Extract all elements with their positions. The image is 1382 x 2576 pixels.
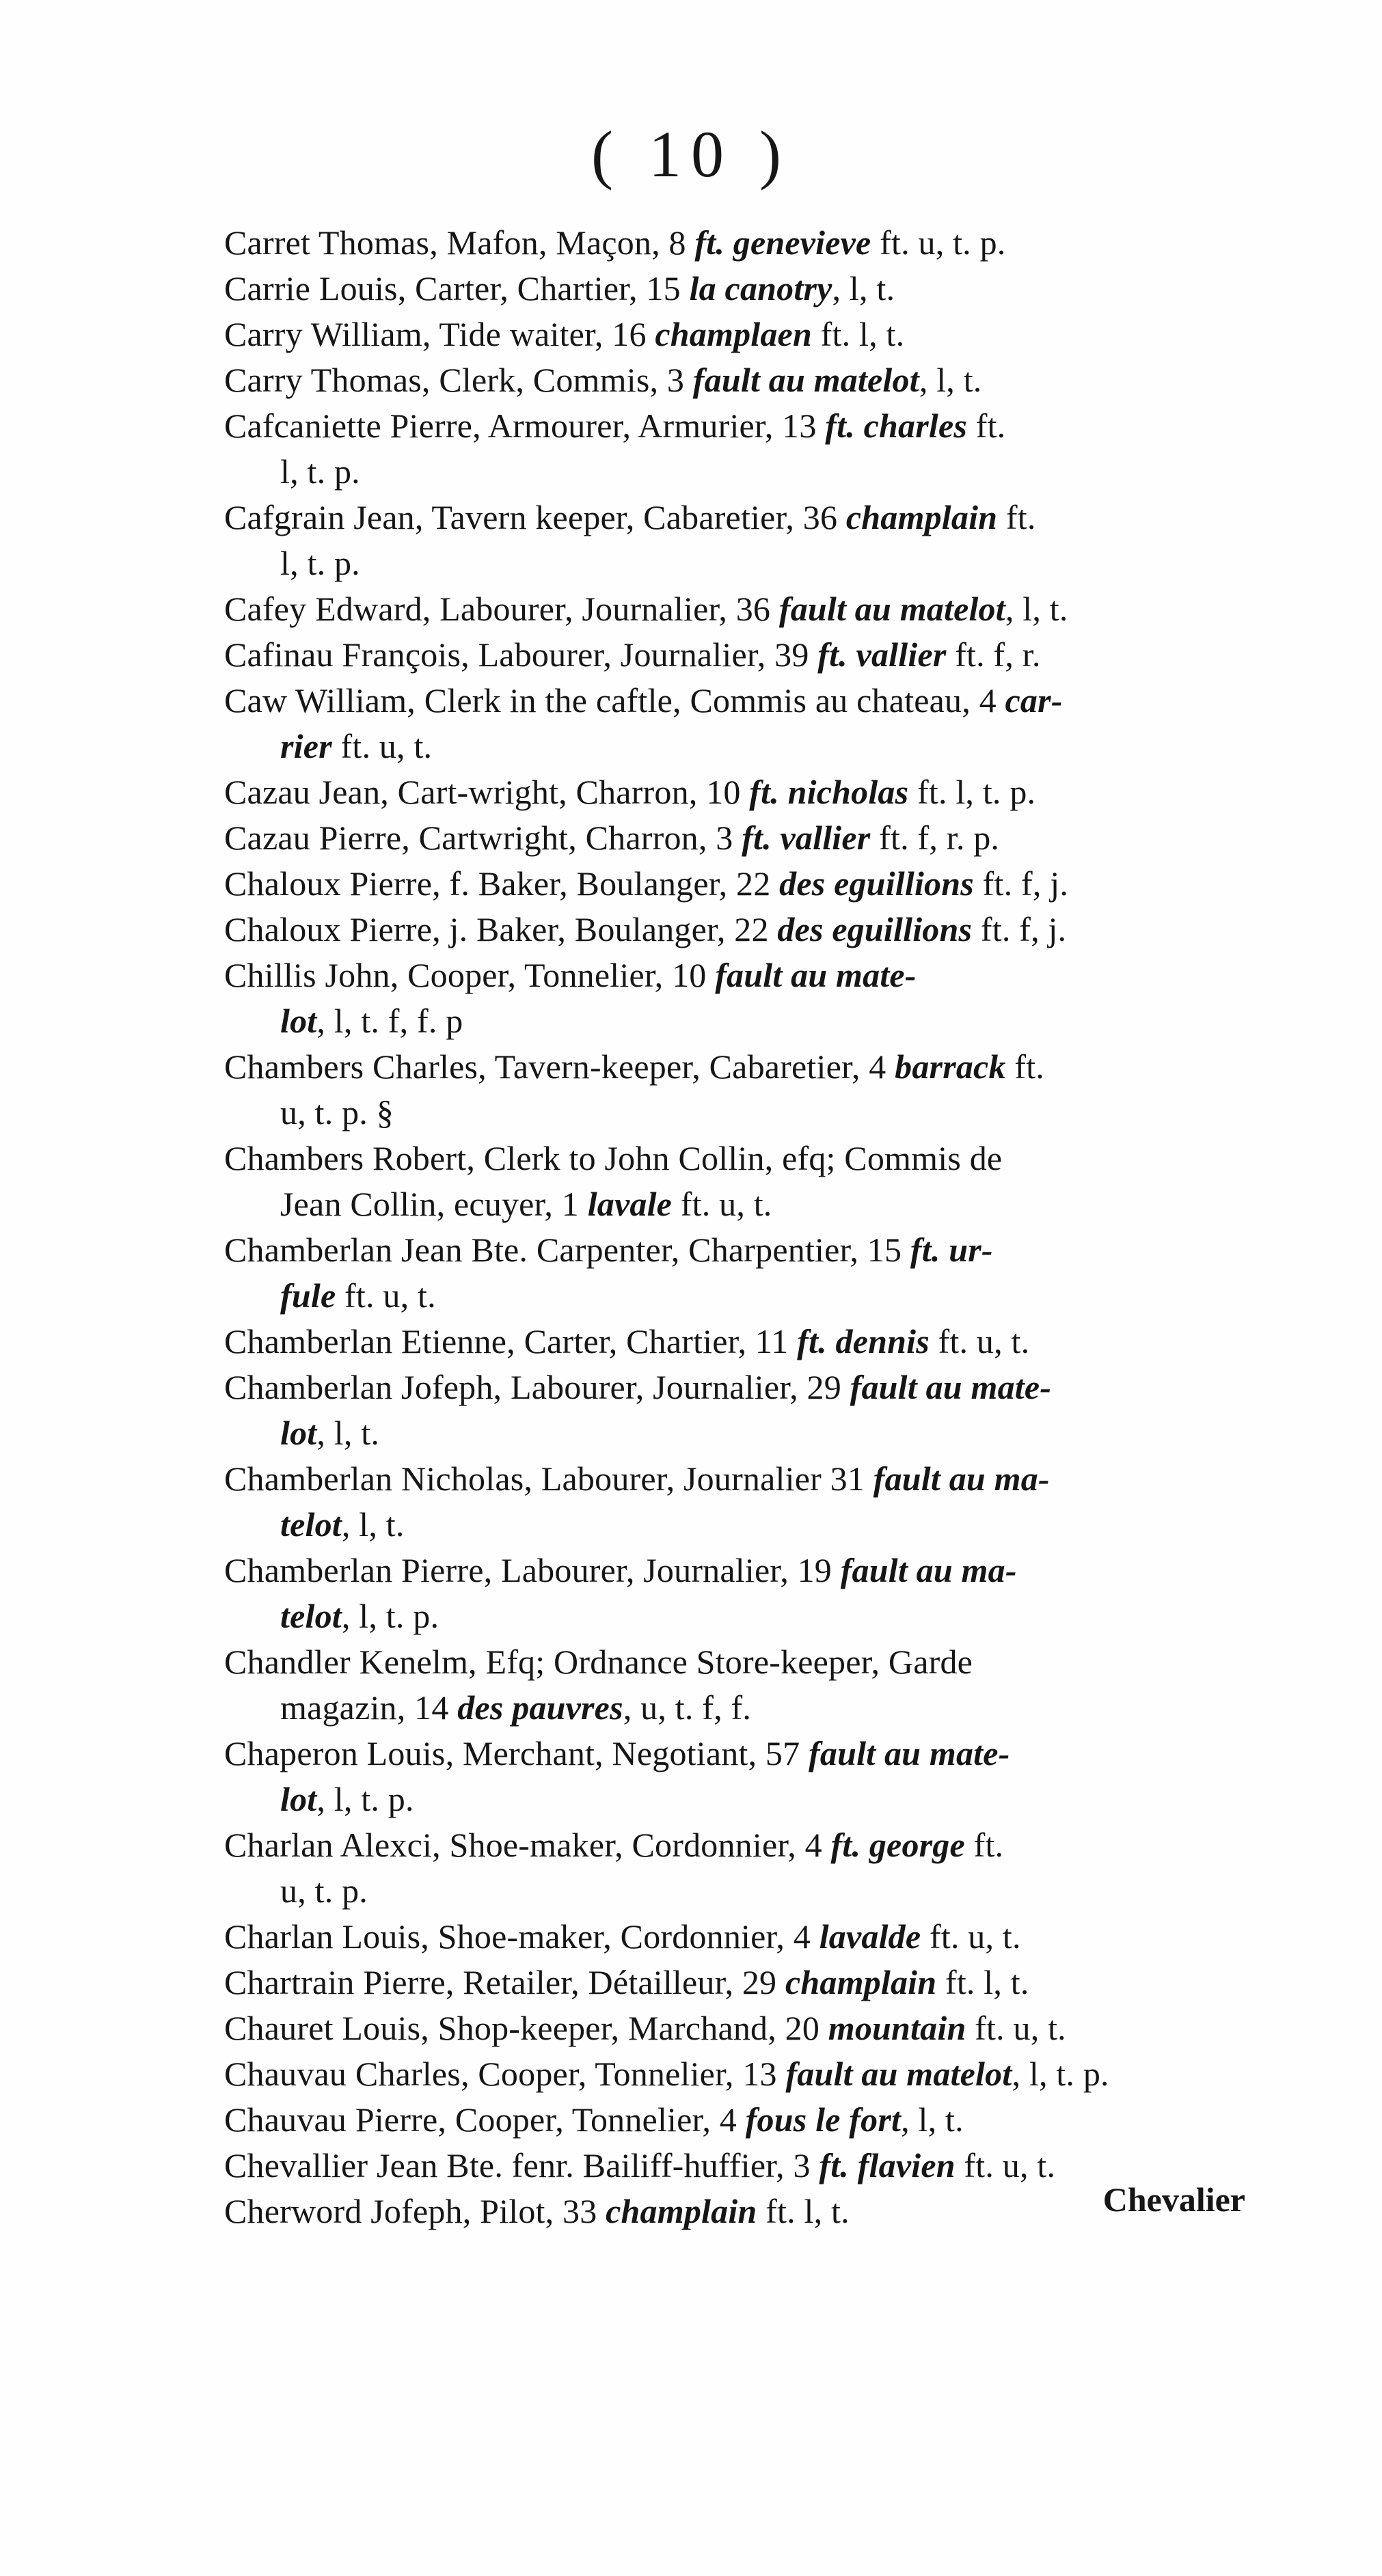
entry-text: Jean Collin, ecuyer, 1 xyxy=(280,1185,588,1223)
entry-text: , l, t. xyxy=(832,269,895,307)
directory-entry xyxy=(224,815,1290,861)
entry-line xyxy=(224,953,1290,998)
directory-entry xyxy=(224,403,1290,495)
street-address-text: des eguillions xyxy=(779,864,974,903)
entry-line xyxy=(224,2051,1290,2097)
entry-line xyxy=(224,266,1290,312)
entry-text: Charlan Alexci, Shoe-maker, Cordonnier, 4 xyxy=(224,1826,831,1864)
directory-entry xyxy=(224,1227,1290,1319)
entry-text: ft. u, t. xyxy=(929,1322,1030,1360)
entry-text: ft. f, r. xyxy=(946,635,1041,674)
street-address-text: des pauvres xyxy=(457,1688,623,1727)
entry-line xyxy=(224,1639,1290,1685)
directory-entry xyxy=(224,769,1290,815)
entry-continuation-line xyxy=(224,449,1290,495)
entry-text: l, t. p. xyxy=(280,544,360,582)
entry-continuation-line xyxy=(224,540,1290,586)
street-address-text: des eguillions xyxy=(777,910,973,948)
entry-text: ft. u, t. xyxy=(672,1185,772,1223)
catchword: Chevalier xyxy=(1102,2180,1245,2219)
street-address-text: la canotry xyxy=(689,269,832,307)
entry-line xyxy=(224,403,1290,449)
entry-text: Chamberlan Nicholas, Labourer, Journalier 31 xyxy=(224,1460,873,1498)
directory-entry xyxy=(224,1044,1290,1136)
entry-text: ft. f, j. xyxy=(973,864,1069,903)
street-address-text: fault au matelot xyxy=(778,590,1005,628)
entry-text: ft. u, t. xyxy=(955,2146,1056,2184)
street-address-text: ft. genevieve xyxy=(694,223,871,262)
entry-text: Chamberlan Jofeph, Labourer, Journalier, 29 xyxy=(224,1368,850,1406)
entry-continuation-line xyxy=(224,1685,1290,1731)
entry-text: Chamberlan Etienne, Carter, Chartier, 11 xyxy=(224,1322,798,1360)
entry-text: Cazau Jean, Cart-wright, Charron, 10 xyxy=(224,773,750,811)
entry-text: Chamberlan Jean Bte. Carpenter, Charpentier, 15 xyxy=(224,1231,910,1269)
directory-entry xyxy=(224,678,1290,769)
entry-text: Chillis John, Cooper, Tonnelier, 10 xyxy=(224,956,716,994)
street-address-text: barrack xyxy=(895,1047,1006,1086)
street-address-text: ft. flavien xyxy=(819,2146,956,2184)
entry-text: , l, t. xyxy=(919,361,982,399)
directory-entry xyxy=(224,266,1290,312)
entry-text: ft. xyxy=(964,1826,1004,1864)
entry-text: ft. xyxy=(997,498,1036,536)
directory-entry xyxy=(224,1319,1290,1365)
entry-line xyxy=(224,1319,1290,1365)
entry-text: , u, t. f, f. xyxy=(623,1688,752,1727)
directory-entry xyxy=(224,1639,1290,1731)
entry-line xyxy=(224,815,1290,861)
directory-entry xyxy=(224,1960,1290,2005)
entry-text: Chambers Robert, Clerk to John Collin, efq; Commis de xyxy=(224,1139,1003,1177)
street-address-text: ft. vallier xyxy=(742,819,871,857)
entry-text: Chaloux Pierre, f. Baker, Boulanger, 22 xyxy=(224,864,780,903)
entry-text: Carry Thomas, Clerk, Commis, 3 xyxy=(224,361,693,399)
street-address-text: lot xyxy=(280,1780,317,1818)
directory-entry xyxy=(224,1365,1290,1456)
entry-text: l, t. p. xyxy=(280,452,360,491)
street-address-text: fault au ma- xyxy=(840,1551,1017,1589)
entry-text: ft. u, t. xyxy=(331,727,433,765)
entry-text: , l, t. f, f. p xyxy=(316,1002,463,1040)
street-address-text: ft. nicholas xyxy=(749,773,909,811)
street-address-text: fault au mate- xyxy=(809,1734,1010,1772)
entry-line xyxy=(224,220,1290,266)
directory-entry xyxy=(224,1731,1290,1822)
entry-text: , l, t. xyxy=(901,2100,964,2139)
entry-continuation-line xyxy=(224,1273,1290,1319)
entry-text: Caw William, Clerk in the caftle, Commis au chateau, 4 xyxy=(224,681,1005,720)
street-address-text: telot xyxy=(280,1505,342,1544)
entry-text: magazin, 14 xyxy=(280,1688,458,1727)
entry-text: u, t. p. § xyxy=(280,1093,394,1132)
entry-line xyxy=(224,1456,1290,1502)
street-address-text: ft. charles xyxy=(825,407,968,445)
entry-text: Cafey Edward, Labourer, Journalier, 36 xyxy=(224,590,779,628)
entry-text: Chartrain Pierre, Retailer, Détailleur, 29 xyxy=(224,1963,785,2001)
entry-text: , l, t. xyxy=(1005,590,1068,628)
entry-text: Carret Thomas, Mafon, Maçon, 8 xyxy=(224,223,695,262)
entry-text: Cherword Jofeph, Pilot, 33 xyxy=(224,2192,606,2230)
directory-entry xyxy=(224,1136,1290,1227)
entry-line xyxy=(224,861,1290,907)
entry-text: u, t. p. xyxy=(280,1872,368,1910)
entry-continuation-line xyxy=(224,998,1290,1044)
entry-continuation-line xyxy=(224,1868,1290,1914)
street-address-text: ft. george xyxy=(830,1826,965,1864)
directory-entry xyxy=(224,1914,1290,1960)
entry-line xyxy=(224,769,1290,815)
directory-entry xyxy=(224,953,1290,1044)
street-address-text: champlain xyxy=(606,2192,757,2230)
street-address-text: mountain xyxy=(828,2009,966,2047)
directory-entry xyxy=(224,357,1290,403)
street-address-text: fule xyxy=(280,1276,336,1315)
street-address-text: rier xyxy=(280,727,332,765)
directory-entry xyxy=(224,1548,1290,1639)
entry-line xyxy=(224,678,1290,724)
page-number: ( 10 ) xyxy=(591,118,791,191)
directory-entry xyxy=(224,861,1290,907)
entry-continuation-line xyxy=(224,1090,1290,1136)
directory-entry xyxy=(224,2051,1290,2097)
entry-text: Chauvau Pierre, Cooper, Tonnelier, 4 xyxy=(224,2100,746,2139)
entry-text: , l, t. p. xyxy=(316,1780,414,1818)
entry-continuation-line xyxy=(224,1593,1290,1639)
entry-line xyxy=(224,1914,1290,1960)
entry-text: Cafinau François, Labourer, Journalier, 39 xyxy=(224,635,818,674)
entry-text: , l, t. xyxy=(341,1505,405,1544)
entry-text: Cafgrain Jean, Tavern keeper, Cabaretier, 36 xyxy=(224,498,846,536)
street-address-text: fault au mate- xyxy=(850,1368,1052,1406)
entry-text: ft. xyxy=(967,407,1006,445)
entry-text: ft. f, j. xyxy=(972,910,1067,948)
directory-entry xyxy=(224,220,1290,266)
street-address-text: lot xyxy=(280,1414,317,1452)
entry-line xyxy=(224,2005,1290,2051)
entry-line xyxy=(224,1960,1290,2005)
entry-text: Charlan Louis, Shoe-maker, Cordonnier, 4 xyxy=(224,1917,819,1956)
street-address-text: champlaen xyxy=(655,315,812,353)
directory-entry xyxy=(224,586,1290,632)
entry-text: Cazau Pierre, Cartwright, Charron, 3 xyxy=(224,819,742,857)
directory-entries xyxy=(224,220,1290,2234)
entry-text: Carry William, Tide waiter, 16 xyxy=(224,315,655,353)
entry-text: Chambers Charles, Tavern-keeper, Cabaretier, 4 xyxy=(224,1047,895,1086)
entry-text: ft. f, r. p. xyxy=(870,819,1000,857)
directory-entry xyxy=(224,1822,1290,1914)
street-address-text: fault au mate- xyxy=(715,956,917,994)
street-address-text: lavale xyxy=(587,1185,673,1223)
entry-line xyxy=(224,357,1290,403)
entry-line xyxy=(224,1731,1290,1777)
entry-line xyxy=(224,1822,1290,1868)
street-address-text: ft. dennis xyxy=(797,1322,930,1360)
entry-text: ft. l, t. xyxy=(936,1963,1029,2001)
directory-entry xyxy=(224,632,1290,678)
entry-text: Chauvau Charles, Cooper, Tonnelier, 13 xyxy=(224,2055,786,2093)
directory-entry xyxy=(224,2097,1290,2143)
entry-line xyxy=(224,1227,1290,1273)
entry-continuation-line xyxy=(224,724,1290,769)
directory-entry xyxy=(224,312,1290,357)
directory-entry xyxy=(224,907,1290,953)
entry-text: Chamberlan Pierre, Labourer, Journalier, 19 xyxy=(224,1551,841,1589)
entry-continuation-line xyxy=(224,1502,1290,1548)
entry-line xyxy=(224,1136,1290,1181)
entry-text: Chandler Kenelm, Efq; Ordnance Store-keeper, Garde xyxy=(224,1643,973,1681)
entry-text: Chauret Louis, Shop-keeper, Marchand, 20 xyxy=(224,2009,828,2047)
entry-text: , l, t. p. xyxy=(1012,2055,1109,2093)
entry-continuation-line xyxy=(224,1777,1290,1822)
entry-text: ft. u, t. xyxy=(336,1276,436,1315)
entry-text: Cafcaniette Pierre, Armourer, Armurier, 13 xyxy=(224,407,826,445)
street-address-text: fous le fort xyxy=(745,2100,902,2139)
entry-line xyxy=(224,586,1290,632)
directory-entry xyxy=(224,2005,1290,2051)
entry-line xyxy=(224,312,1290,357)
entry-line xyxy=(224,495,1290,540)
street-address-text: lot xyxy=(280,1002,317,1040)
directory-entry xyxy=(224,495,1290,586)
street-address-text: fault au matelot xyxy=(785,2055,1012,2093)
street-address-text: lavalde xyxy=(819,1917,921,1956)
entry-text: ft. l, t. p. xyxy=(908,773,1036,811)
entry-text: , l, t. xyxy=(316,1414,380,1452)
street-address-text: champlain xyxy=(845,498,998,536)
entry-continuation-line xyxy=(224,1181,1290,1227)
entry-text: , l, t. p. xyxy=(341,1597,439,1635)
entry-text: ft. l, t. xyxy=(811,315,905,353)
entry-text: ft. xyxy=(1005,1047,1044,1086)
street-address-text: champlain xyxy=(785,1963,937,2001)
entry-line xyxy=(224,632,1290,678)
directory-entry xyxy=(224,1456,1290,1548)
entry-text: Carrie Louis, Carter, Chartier, 15 xyxy=(224,269,690,307)
street-address-text: fault au ma- xyxy=(873,1460,1050,1498)
street-address-text: car- xyxy=(1005,681,1063,720)
street-address-text: ft. ur- xyxy=(910,1231,993,1269)
entry-line xyxy=(224,907,1290,953)
entry-text: ft. l, t. xyxy=(757,2192,850,2230)
entry-continuation-line xyxy=(224,1410,1290,1456)
entry-text: ft. u, t. p. xyxy=(871,223,1006,262)
entry-text: ft. u, t. xyxy=(966,2009,1066,2047)
entry-line xyxy=(224,2097,1290,2143)
entry-line xyxy=(224,1044,1290,1090)
entry-line xyxy=(224,1365,1290,1410)
entry-text: ft. u, t. xyxy=(921,1917,1021,1956)
entry-text: Chaloux Pierre, j. Baker, Boulanger, 22 xyxy=(224,910,778,948)
street-address-text: telot xyxy=(280,1597,342,1635)
entry-text: Chevallier Jean Bte. fenr. Bailiff-huffier, 3 xyxy=(224,2146,819,2184)
entry-line xyxy=(224,1548,1290,1593)
street-address-text: ft. vallier xyxy=(817,635,947,674)
entry-text: Chaperon Louis, Merchant, Negotiant, 57 xyxy=(224,1734,809,1772)
street-address-text: fault au matelot xyxy=(692,361,919,399)
